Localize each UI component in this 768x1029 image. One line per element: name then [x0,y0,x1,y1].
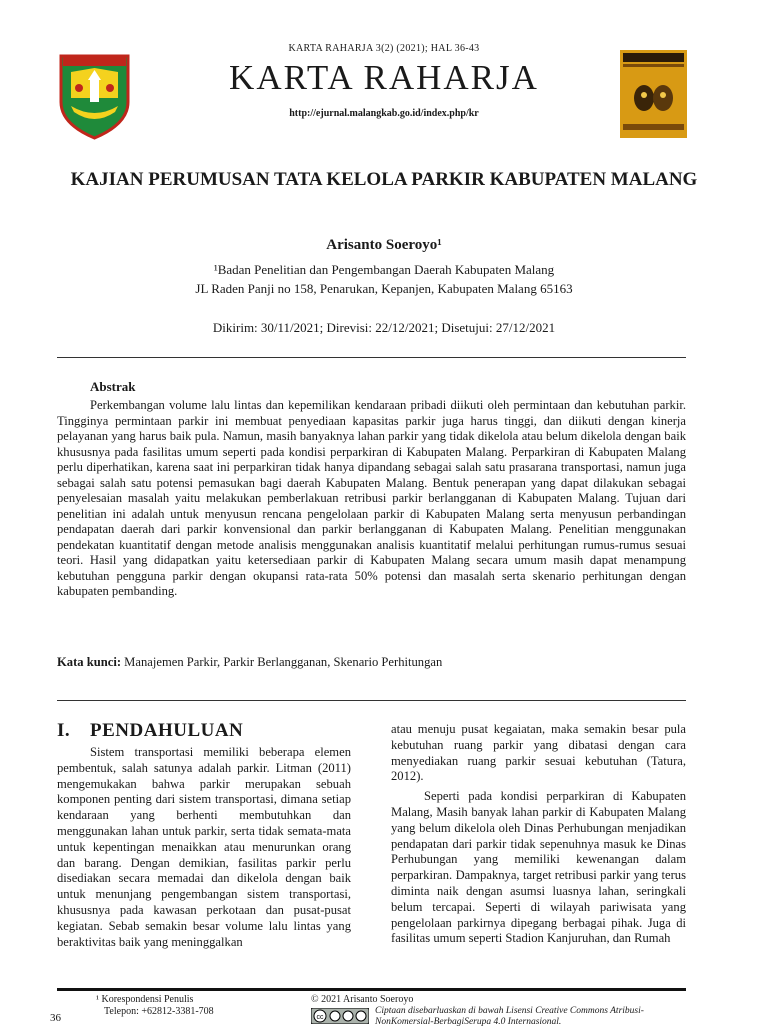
abstract-heading: Abstrak [90,379,136,394]
svg-text:cc: cc [316,1014,324,1021]
creative-commons-icon[interactable] [311,1008,369,1024]
paragraph: Seperti pada kondisi perparkiran di Kabupaten Malang, Masih banyak lahan parkir di Kabupaten Malang yang belum dikelola oleh Dinas Perhubungan menjadikan pendapatan dari parkir tidak sepenuhnya masuk ke Dinas Perhubungan yang memiliki kewenangan dalam perparkiran. Dampaknya, target retribusi parkir yang terus diminta naik dengan asumsi luasnya lahan, seringkali belum tercapai. Seperti di wilayah pariwisata yang pengelolaan parkirnya dipegang berbagai pihak. Juga di fasilitas umum seperti Stadion Kanjuruhan, dan Rumah [391,789,686,946]
section-heading [57,720,243,742]
footnote-correspondence: ¹ Korespondensi Penulis [96,994,194,1005]
paragraph: Sistem transportasi memiliki beberapa elemen pembentuk, salah satunya adalah parkir. Litman (2011) mengemukakan bahwa parkir merupakan sebuah komponen penting dari sistem transportasi, dimana setiap kendaraan yang berhenti membutuhkan dan menggunakan lahan untuk parkir, serta tidak semata-mata untuk kepentingan menaikkan atau menurunkan orang dan barang. Dengan demikian, fasilitas parkir perlu disediakan secara memadai dan dikelola dengan baik untuk menunjang pengembangan sistem transportasi, khususnya pada kawasan perkotaan dan pusat-pusat kegiatan. Sebab semakin besar volume lalu lintas yang beraktivitas baik yang meninggalkan [57,745,351,949]
author-affiliation: ¹Badan Penelitian dan Pengembangan Daerah Kabupaten Malang [213,262,555,277]
footnote-phone: Telepon: +62812-3381-708 [104,1006,214,1017]
paragraph: atau menuju pusat kegaiatan, maka semakin besar pula kebutuhan ruang parkir yang dibatasi dengan cara menyediakan ruang parkir sesuai kebutuhan (Tatura, 2012). [391,722,686,784]
paper-title: KAJIAN PERUMUSAN TATA KELOLA PARKIR KABUPATEN MALANG [70,169,698,190]
keywords [57,655,442,670]
section-title: PENDAHULUAN [90,720,244,741]
journal-reference: KARTA RAHARJA 3(2) (2021); HAL 36-43 [288,43,480,54]
section-number: I. [57,720,71,741]
keywords-value: Manajemen Parkir, Parkir Berlangganan, Skenario Perhitungan [121,655,443,669]
abstract-text: Perkembangan volume lalu lintas dan kepemilikan kendaraan pribadi diikuti oleh permintaan dan kebutuhan parkir. Tingginya permintaan parkir ini membuat penyediaan kapasitas parkir juga harus tinggi, dan diikuti dengan kinerja pelayanan yang harus baik pula. Namun, masih banyaknya lahan parkir yang tidak dikelola atau belum dikelola dengan baik khususnya pada fasilitas umum seperti pada kondisi perparkiran di Kabupaten Malang. Perparkiran di Kabupaten Malang perlu diperhatikan, karena saat ini perparkiran tidak hanya dipandang sebagai salah satu prasarana transportasi, namun juga sebagai salah satu potensi pemasukan bagi daerah Kabupaten Malang. Bentuk penerapan yang dapat dilakukan sebagai penyelesaian masalah yaitu melakukan pemberlakuan retribusi parkir berlangganan di Kabupaten Malang. Tujuan dari penelitian ini adalah untuk menyusun rencana pengelolaan parkir di Kabupaten Malang serta menyusun perbandingan pendapatan daerah dari parkir konvensional dan parkir berlangganan di Kabupaten Malang. Penelitian menggunakan pendekatan kuantitatif dengan metode analisis menggunakan analisis kuantitatif melalui perhitungan rumus-rumus sesuai teori. Hasil yang didapatkan yaitu ketersediaan parkir di Kabupaten Malang secara umum masih dapat menampung kebutuhan pengguna parkir dengan okupansi rata-rata 50% potensi dan masalah serta skenario perhitungan dengan kabupaten pembanding. [57,398,686,598]
submission-dates: Dikirim: 30/11/2021; Direvisi: 22/12/2021; Disetujui: 27/12/2021 [212,320,556,335]
body-column-right [391,722,686,947]
copyright-notice: © 2021 Arisanto Soeroyo [311,994,414,1005]
author-name: Arisanto Soeroyo¹ [326,237,442,253]
page-number: 36 [50,1012,61,1024]
keywords-label: Kata kunci: [57,655,122,669]
footer-divider [57,988,686,991]
body-column-left [57,745,351,950]
journal-url-link[interactable]: http://ejurnal.malangkab.go.id/index.php/kr [289,108,479,119]
author-address: JL Raden Panji no 158, Penarukan, Kepanjen, Kabupaten Malang 65163 [195,281,573,296]
journal-title: KARTA RAHARJA [229,58,539,97]
abstract-bottom-divider [57,700,686,701]
license-text: Ciptaan disebarluaskan di bawah Lisensi Creative Commons Atribusi-NonKomersial-BerbagiSerupa 4.0 Internasional. [375,1006,644,1027]
abstract-top-divider [57,357,686,358]
